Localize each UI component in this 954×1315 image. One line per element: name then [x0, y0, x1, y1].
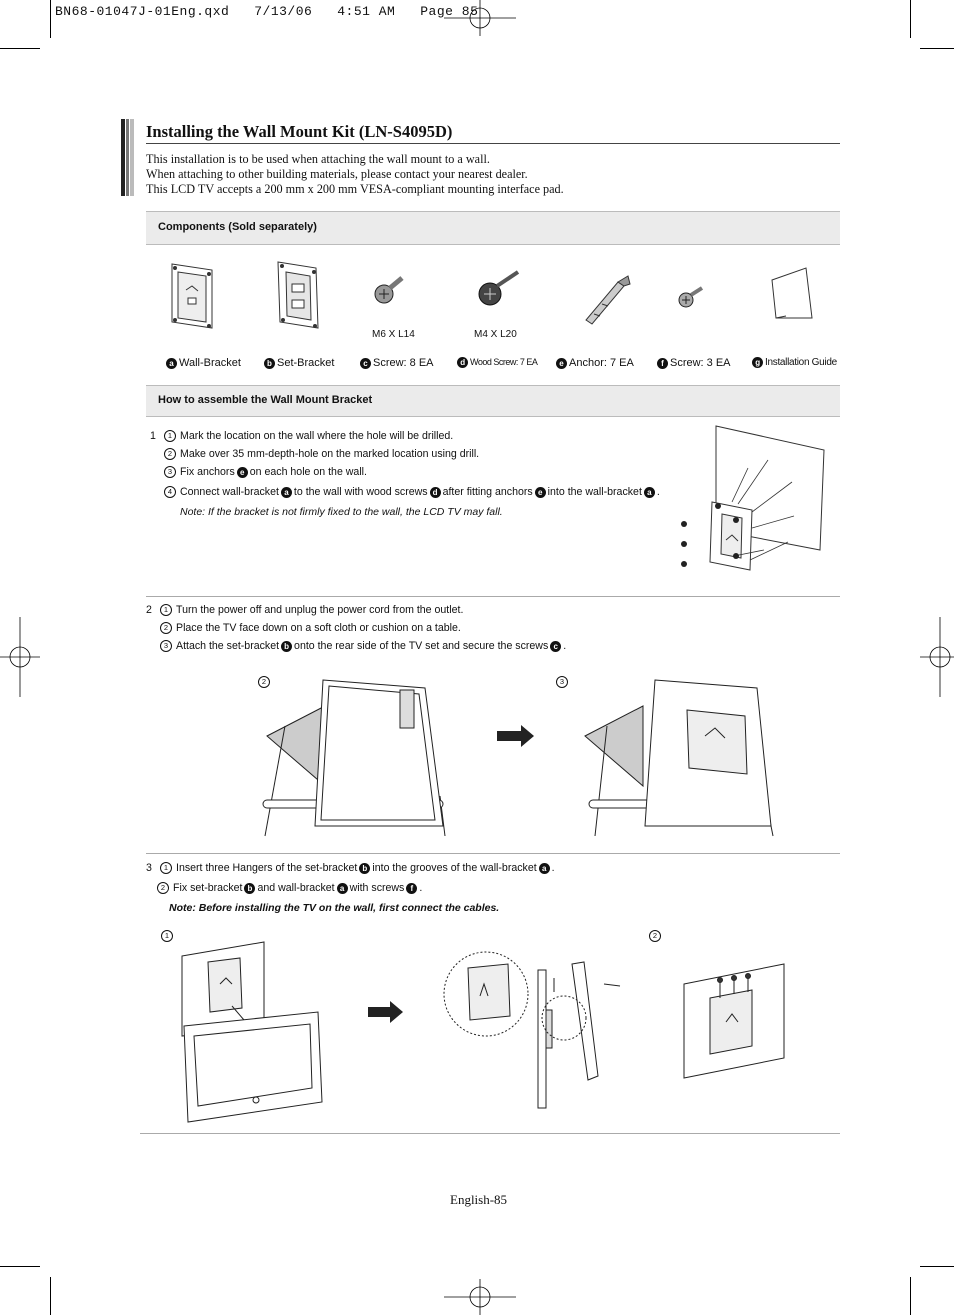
- instruction-line: [164, 430, 684, 448]
- component-label: Anchor: 7 EA: [569, 357, 634, 369]
- anchor-image: [586, 276, 630, 324]
- size-label: M4 X L20: [474, 329, 517, 340]
- size-label: M6 X L14: [372, 329, 415, 340]
- page-footer: English-85: [450, 1192, 508, 1207]
- badge-icon: a: [539, 863, 550, 874]
- badge-icon: a: [166, 358, 177, 369]
- tv-set-bracket-figure: [585, 676, 780, 841]
- instruction-line: [157, 862, 757, 882]
- circled-number: 2: [160, 622, 172, 634]
- page-title: Installing the Wall Mount Kit (LN-S4095D): [146, 122, 453, 141]
- instruction-text: on each hole on the wall.: [249, 466, 367, 478]
- circled-number: 2: [164, 448, 176, 460]
- badge-icon: a: [337, 883, 348, 894]
- section-divider: [146, 853, 840, 854]
- instruction-text: Fix set-bracket: [173, 882, 243, 894]
- instruction-text: into the wall-bracket: [547, 486, 642, 498]
- badge-icon: a: [281, 487, 292, 498]
- circled-number: 3: [164, 466, 176, 478]
- badge-icon: e: [535, 487, 546, 498]
- title-accent-bar: [121, 119, 134, 196]
- component-label: Wall-Bracket: [179, 357, 241, 369]
- tv-hanging-figure: [178, 936, 328, 1126]
- component-item: [554, 357, 634, 369]
- instruction-text: onto the rear side of the TV set and secure the screws: [294, 640, 549, 652]
- component-label: Screw: 3 EA: [670, 357, 731, 369]
- intro-line: This installation is to be used when attaching the wall mount to a wall.: [146, 152, 490, 166]
- step3-instructions: [157, 862, 757, 914]
- instruction-line: [160, 640, 720, 658]
- badge-icon: c: [360, 358, 371, 369]
- badge-icon: a: [644, 487, 655, 498]
- instruction-text: Insert three Hangers of the set-bracket: [176, 862, 358, 874]
- figure-mark: [556, 676, 572, 688]
- component-item: [455, 357, 537, 368]
- step3-note: Note: Before installing the TV on the wall, first connect the cables.: [169, 902, 500, 914]
- instruction-text: Make over 35 mm-depth-hole on the marked location using drill.: [180, 448, 480, 460]
- instruction-line: [164, 466, 684, 486]
- instruction-text: .: [419, 882, 423, 894]
- wood-screw-image: [479, 272, 518, 305]
- instruction-text: and wall-bracket: [257, 882, 335, 894]
- hanger-detail-figure: [444, 950, 624, 1110]
- component-label: Set-Bracket: [277, 357, 335, 369]
- circled-number: 2: [258, 676, 270, 688]
- instruction-text: Attach the set-bracket: [176, 640, 280, 652]
- instruction-text: after fitting anchors: [442, 486, 533, 498]
- instruction-text: .: [563, 640, 567, 652]
- badge-icon: e: [556, 358, 567, 369]
- component-label: Wood Screw: 7 EA: [470, 357, 538, 367]
- instruction-text: Mark the location on the wall where the hole will be drilled.: [180, 430, 454, 442]
- step1-note: Note: If the bracket is not firmly fixed to the wall, the LCD TV may fall.: [180, 506, 503, 518]
- circled-number: 1: [160, 604, 172, 616]
- assemble-header: [146, 385, 840, 417]
- instruction-line: [164, 448, 684, 466]
- instruction-text: Fix anchors: [180, 466, 235, 478]
- circled-number: 2: [157, 882, 169, 894]
- step1-instructions: [164, 430, 684, 518]
- intro-line: This LCD TV accepts a 200 mm x 200 mm VESA-compliant mounting interface pad.: [146, 182, 564, 197]
- tv-facedown-figure: [255, 676, 450, 841]
- section-divider: [140, 1133, 840, 1134]
- step-number: 1: [150, 430, 156, 442]
- badge-icon: b: [359, 863, 370, 874]
- badge-icon: e: [237, 467, 248, 478]
- intro-text: [146, 152, 564, 198]
- figure-mark: [161, 930, 177, 942]
- step-number: 3: [146, 862, 152, 874]
- components-heading: Components (Sold separately): [158, 221, 317, 233]
- instruction-line: [164, 486, 684, 506]
- instruction-line: [160, 622, 720, 640]
- step2-instructions: [160, 604, 720, 658]
- circled-number: 3: [556, 676, 568, 688]
- badge-icon: c: [550, 641, 561, 652]
- component-labels-row: [146, 357, 840, 373]
- component-item: [164, 357, 241, 369]
- component-label: Installation Guide: [765, 357, 837, 369]
- section-divider: [146, 596, 840, 597]
- components-illustrations: [146, 250, 840, 340]
- figure-mark: [649, 930, 665, 942]
- badge-icon: b: [281, 641, 292, 652]
- circled-number: 4: [164, 486, 176, 498]
- instruction-text: .: [551, 862, 555, 874]
- wall-bracket-image: [172, 264, 212, 328]
- badge-icon: f: [406, 883, 417, 894]
- circled-number: 3: [160, 640, 172, 652]
- circled-number: 1: [161, 930, 173, 942]
- component-item: [655, 357, 731, 369]
- circled-number: 1: [164, 430, 176, 442]
- instruction-text: .: [656, 486, 660, 498]
- wall-bracket-install-figure: [672, 420, 832, 585]
- instruction-line: [157, 882, 757, 902]
- component-item: [358, 357, 434, 369]
- badge-icon: d: [457, 357, 468, 368]
- badge-icon: b: [264, 358, 275, 369]
- instruction-text: Connect wall-bracket: [180, 486, 279, 498]
- instruction-line: [160, 604, 720, 622]
- screw-m6-image: [375, 278, 402, 303]
- title-rule: [146, 143, 840, 144]
- badge-icon: g: [752, 357, 763, 368]
- badge-icon: d: [430, 487, 441, 498]
- badge-icon: f: [657, 358, 668, 369]
- screw-small-image: [679, 288, 702, 307]
- instruction-text: Turn the power off and unplug the power cord from the outlet.: [176, 604, 464, 616]
- component-item: [750, 357, 837, 368]
- step-number: 2: [146, 604, 152, 616]
- arrow-right-icon: [368, 1001, 404, 1023]
- components-header: [146, 211, 840, 245]
- instruction-text: into the grooves of the wall-bracket: [372, 862, 537, 874]
- instruction-text: to the wall with wood screws: [293, 486, 428, 498]
- print-header: BN68-01047J-01Eng.qxd 7/13/06 4:51 AM Page 85: [55, 4, 479, 19]
- badge-icon: b: [244, 883, 255, 894]
- assemble-heading: How to assemble the Wall Mount Bracket: [158, 394, 373, 406]
- component-item: [262, 357, 334, 369]
- set-bracket-image: [278, 262, 318, 328]
- installation-guide-image: [772, 268, 812, 318]
- circled-number: 2: [649, 930, 661, 942]
- component-label: Screw: 8 EA: [373, 357, 434, 369]
- screw-fixing-figure: [680, 962, 790, 1082]
- instruction-text: with screws: [349, 882, 405, 894]
- arrow-right-icon: [497, 725, 535, 747]
- circled-number: 1: [160, 862, 172, 874]
- instruction-text: Place the TV face down on a soft cloth or cushion on a table.: [176, 622, 461, 634]
- intro-line: When attaching to other building materials, please contact your nearest dealer.: [146, 167, 528, 182]
